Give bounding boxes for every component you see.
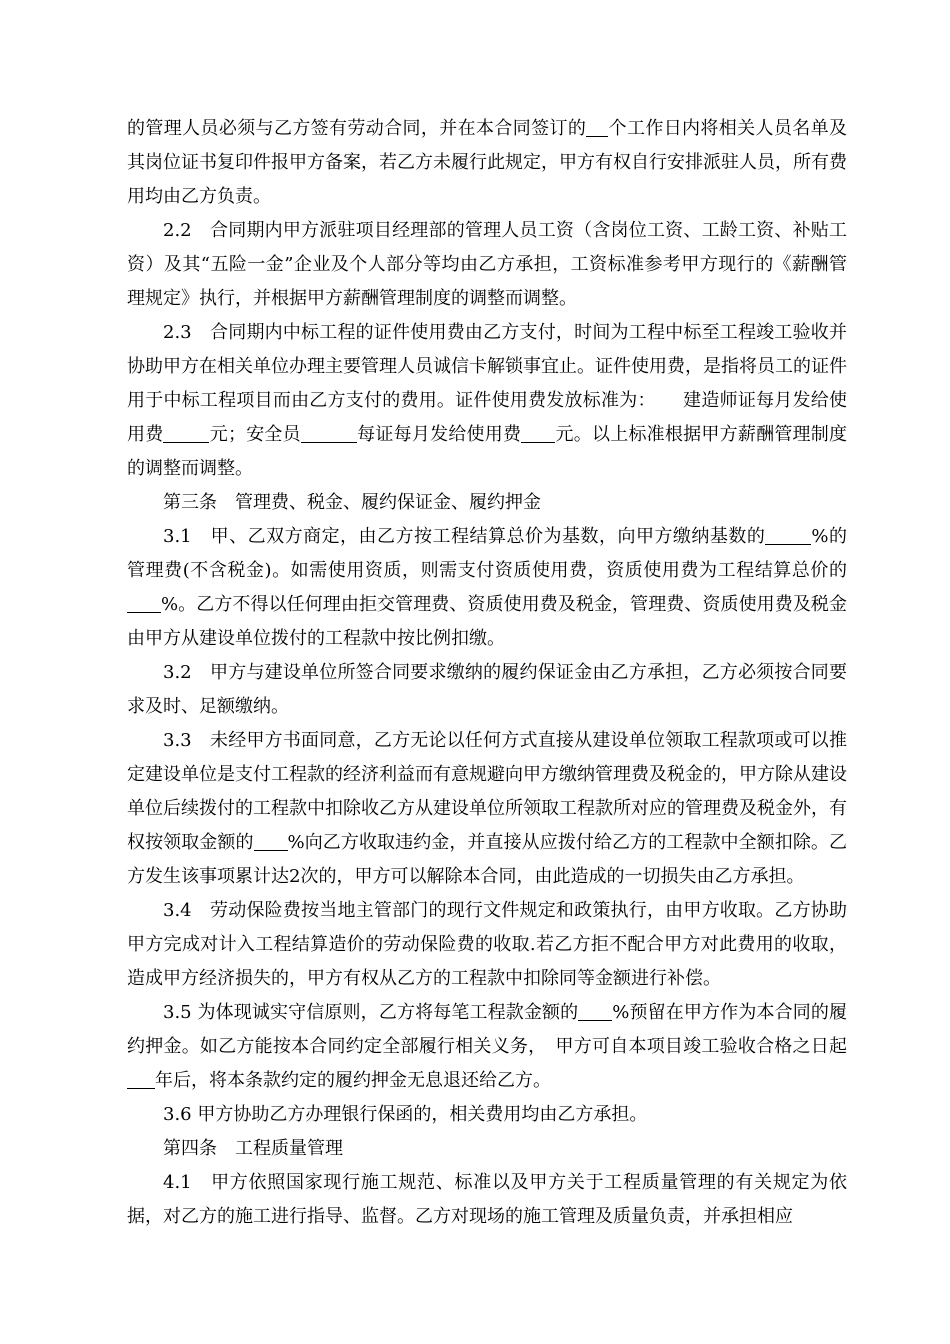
blank-field bbox=[254, 830, 288, 851]
article-3-heading: 第三条 管理费、税金、履约保证金、履约押金 bbox=[163, 492, 541, 513]
paragraph-4-1: 4.1 甲方依照国家现行施工规范、标准以及甲方关于工程质量管理的有关规定为依据，对乙方的施工进行指导、监督。乙方对现场的施工管理及质量负责，并承担相应 bbox=[127, 1172, 847, 1227]
paragraph-3-5: 3.5 为体现诚实守信原则，乙方将每笔工程款金额的 %预留在甲方作为本合同的履约押金。如乙方能按本合同约定全部履行相关义务， 甲方可自本项目竣工验收合格之日起年后，将本条款约定的履约押金无息退还给乙方。 bbox=[127, 1002, 847, 1091]
blank-field bbox=[586, 116, 608, 137]
article-4-heading: 第四条 工程质量管理 bbox=[163, 1138, 343, 1159]
paragraph-3-2: 3.2 甲方与建设单位所签合同要求缴纳的履约保证金由乙方承担，乙方必须按合同要求及时、足额缴纳。 bbox=[127, 662, 847, 717]
blank-field bbox=[163, 422, 209, 443]
paragraph-3-3: 3.3 未经甲方书面同意，乙方无论以任何方式直接从建设单位领取工程款项或可以推定建设单位是支付工程款的经济利益而有意规避向甲方缴纳管理费及税金的，甲方除从建设单位后续拨付的工程款中扣除收乙方从建设单位所领取工程款所对应的管理费及税金外，有权按领取金额的 %向乙方收取违约金，并直接从应拨付给乙方的工程款中全额扣除。乙方发生该事项累计达2次的，甲方可以解除本合同，由此造成的一切损失由乙方承担。 bbox=[127, 730, 847, 887]
paragraph-3-4: 3.4 劳动保险费按当地主管部门的现行文件规定和政策执行，由甲方收取。乙方协助甲方完成对计入工程结算造价的劳动保险费的收取.若乙方拒不配合甲方对此费用的收取，造成甲方经济损失的，甲方有权从乙方的工程款中扣除同等金额进行补偿。 bbox=[127, 900, 847, 989]
blank-field bbox=[765, 524, 811, 545]
blank-field bbox=[301, 422, 357, 443]
paragraph-3-1: 3.1 甲、乙双方商定，由乙方按工程结算总价为基数，向甲方缴纳基数的 %的管理费(不含税金)。如需使用资质，则需支付资质使用费，资质使用费为工程结算总价的%。乙方不得以任何理由拒交管理费、资质使用费及税金，管理费、资质使用费及税金由甲方从建设单位拨付的工程款中按比例扣缴。 bbox=[127, 526, 848, 649]
blank-field bbox=[127, 592, 161, 613]
blank-field bbox=[578, 1000, 612, 1021]
blank-field bbox=[521, 422, 555, 443]
blank-field bbox=[127, 1068, 155, 1089]
paragraph-2-3: 2.3 合同期内中标工程的证件使用费由乙方支付，时间为工程中标至工程竣工验收并协助甲方在相关单位办理主要管理人员诚信卡解锁事宜止。证件使用费，是指将员工的证件用于中标工程项目而由乙方支付的费用。证件使用费发放标准为： 建造师证每月发给使用费 元；安全员 每证每月发给使用费 元。以上标准根据甲方薪酬管理制度的调整而调整。 bbox=[127, 322, 848, 479]
paragraph-3-6: 3.6 甲方协助乙方办理银行保函的，相关费用均由乙方承担。 bbox=[163, 1104, 648, 1125]
paragraph-2-2: 2.2 合同期内甲方派驻项目经理部的管理人员工资（含岗位工资、工龄工资、补贴工资）及其“五险一金”企业及个人部分等均由乙方承担，工资标准参考甲方现行的《薪酬管理规定》执行，并根据甲方薪酬管理制度的调整而调整。 bbox=[127, 220, 847, 309]
paragraph-2-1-continued: 的管理人员必须与乙方签有劳动合同，并在本合同签订的 个工作日内将相关人员名单及其岗位证书复印件报甲方备案，若乙方未履行此规定，甲方有权自行安排派驻人员，所有费用均由乙方负责。 bbox=[127, 118, 848, 207]
document-page bbox=[127, 112, 847, 1234]
